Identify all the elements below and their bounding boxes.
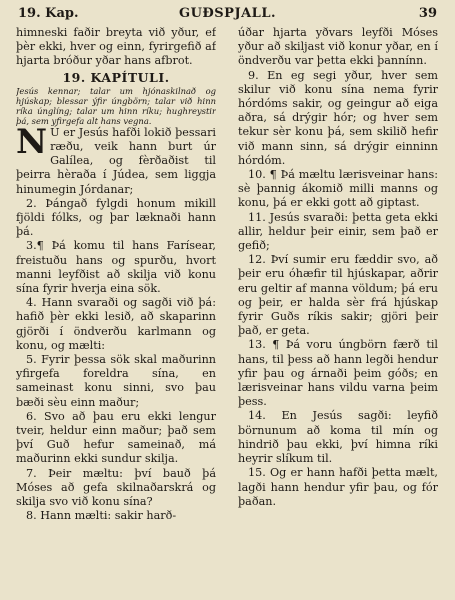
page-header	[18, 6, 437, 26]
verse-8: 8. Hann mælti: sakir harð-	[26, 509, 177, 523]
running-title: GUÐSPJALL.	[178, 6, 276, 21]
page-number: 39	[418, 6, 437, 21]
verse-6: 6. Svo að þau eru ekki lengur tveir, heldur einn maður; það sem því Guð hefur sameinað, má maðurinn ekki sundur skilja.	[16, 409, 216, 466]
verse-3: 3.¶ Þá komu til hans Farísear, freistuðu hans og spurðu, hvort manni leyfðist að skilja við konu sína fyrir hverja eina sök.	[16, 239, 216, 296]
left-column	[16, 26, 216, 598]
verse-7: 7. Þeir mæltu: því bauð þá Móses að gefa skilnaðarskrá og skilja svo við konu sína?	[16, 466, 216, 509]
verse-5: 5. Fyrir þessa sök skal maðurinn yfirgefa foreldra sína, en sameinast konu sinni, svo þau bæði sèu einn maður;	[16, 353, 216, 409]
verse-8-continuation: úðar hjarta yðvars leyfði Móses yður að skiljast við konur yðar, en í öndverðu var þetta ekki þannínn.	[238, 26, 438, 68]
verse-13: 13. ¶ Þá voru úngbörn færð til hans, til þess að hann legði hendur yfir þau og árnaði þeim góðs; en lærisveinar hans vildu varna þeim þess.	[238, 338, 438, 409]
verse-2: 2. Þángað fylgdi honum mikill fjöldi fólks, og þar læknaði hann þá.	[16, 196, 216, 239]
chapter-title: 19. KAPÍTULI.	[62, 69, 170, 85]
verse-10: 10. ¶ Þá mæltu lærisveinar hans: sè þannig ákomið milli manns og konu, þá er ekki gott að giptast.	[238, 168, 438, 210]
verse-15: 15. Og er hann hafði þetta mælt, lagði hann hendur yfir þau, og fór þaðan.	[238, 466, 438, 508]
chapter-summary: Jesús kennar; talar um hjónaskilnað og hjúskap; blessar ýfir úngbörn; talar við hinn ríka únglíng; talar um hinn ríku; hughreystir þá, sem yfirgefa alt hans vegna.	[16, 85, 216, 126]
verse-11: 11. Jesús svaraði: þetta geta ekki allir, heldur þeir einir, sem það er gefið;	[238, 210, 438, 253]
drop-cap: N	[16, 121, 48, 162]
chapter-reference: 19. Kap.	[18, 6, 79, 21]
right-column	[238, 26, 438, 598]
verse-4: 4. Hann svaraði og sagði við þá: hafið þèr ekki lesið, að skaparinn gjörði í öndverðu karlmann og konu, og mælti:	[16, 296, 216, 352]
verse-12: 12. Því sumir eru fæddir svo, að þeir eru óhæfir til hjúskapar, aðrir eru geltir af manna völdum; þá eru og þeir, er halda sèr frá hjúskap fyrir Guðs ríkis sakir; gjöri þeir það, er geta.	[238, 253, 438, 338]
verse-9: 9. En eg segi yður, hver sem skilur við konu sína nema fyrir hórdóms sakir, og geingur að eiga aðra, sá drýgir hór; og hver sem tekur sèr konu þá, sem skilið hefir við mann sinn, sá drýgir einninn hórdóm.	[238, 68, 438, 167]
intro-paragraph: himneski faðir breyta við yður, ef þèr ekki, hver og einn, fyrirgefið af hjarta bróður yðar hans afbrot.	[16, 26, 216, 68]
verse-1-text: Ú er Jesús hafði lokið þessari ræðu, veik hann burt úr Galílea, og fèrðaðist til þeirra hèraða í Júdea, sem liggja hinumegin Jórdanar;	[16, 125, 216, 196]
verse-14: 14. En Jesús sagði: leyfið börnunum að koma til mín og hindrið þau ekki, því himna ríki heyrir slíkum til.	[238, 409, 438, 466]
verse-1	[16, 121, 216, 197]
